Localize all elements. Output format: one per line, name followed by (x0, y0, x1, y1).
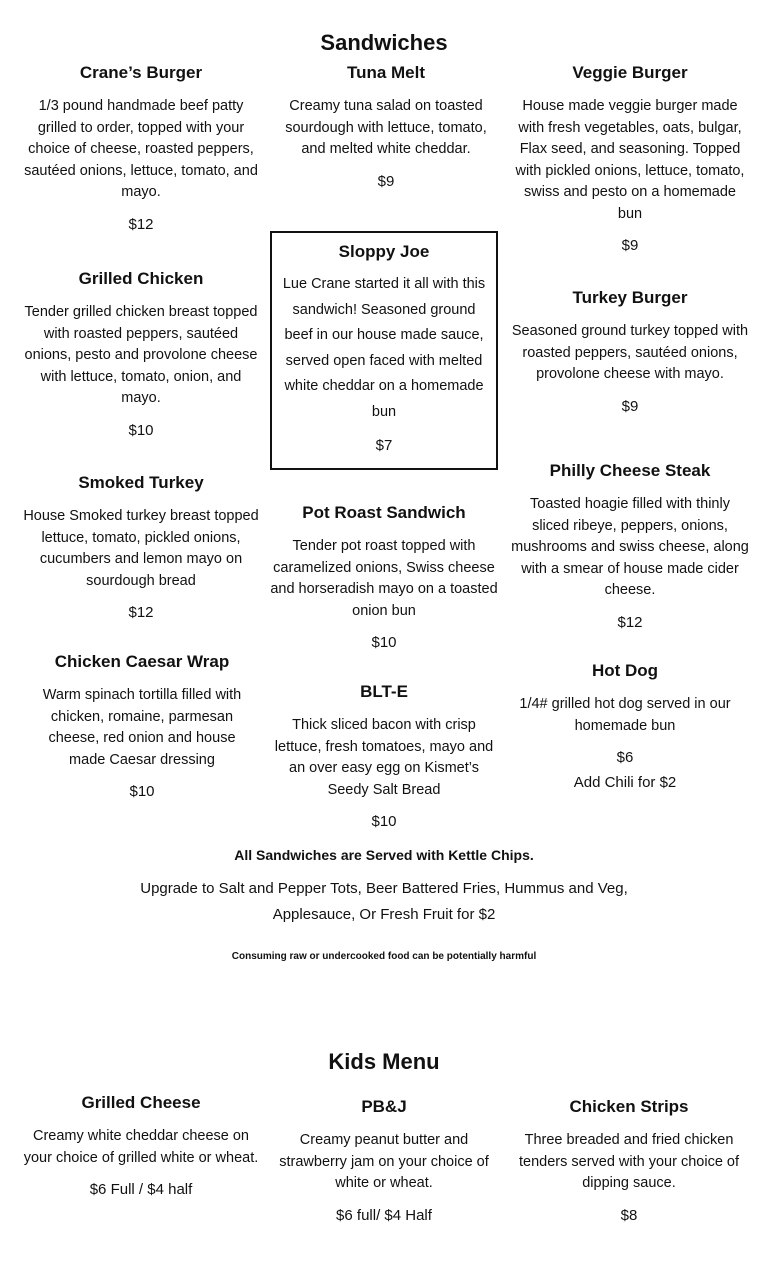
upgrade-note-line-1: Upgrade to Salt and Pepper Tots, Beer Battered Fries, Hummus and Veg, (140, 880, 628, 897)
item-name: Smoked Turkey (78, 473, 204, 492)
item-price: $9 (621, 397, 639, 415)
item-price: $10 (128, 421, 154, 439)
item-price: $7 (375, 437, 393, 454)
item-name: Philly Cheese Steak (549, 461, 711, 480)
menu-item-chicken-strips (518, 1097, 740, 1224)
item-name: Pot Roast Sandwich (302, 503, 466, 522)
item-description: Creamy white cheddar cheese on your choice of grilled white or wheat. (23, 1128, 259, 1166)
item-price: $10 (129, 783, 155, 800)
item-description: Thick sliced bacon with crisp lettuce, fresh tomatoes, mayo and an over easy egg on Kismet’s Seedy Salt Bread (274, 717, 494, 798)
item-price: $6 full/ $4 Half (336, 1206, 432, 1224)
item-name: Chicken Strips (569, 1097, 689, 1116)
item-name: Sloppy Joe (338, 242, 430, 261)
menu-item-tuna-melt (273, 63, 499, 190)
item-description: Tender pot roast topped with caramelized onions, Swiss cheese and horseradish mayo on a toasted onion bun (270, 538, 498, 619)
item-description: Seasoned ground turkey topped with roasted peppers, sautéed onions, provolone cheese with mayo. (511, 323, 749, 382)
item-description: 1/4# grilled hot dog served in our homemade bun (519, 696, 731, 734)
item-price: $12 (617, 613, 643, 631)
menu-item-sloppy-joe-featured-box (270, 231, 498, 470)
menu-item-grilled-chicken (22, 269, 260, 439)
item-price: $6 Full / $4 half (89, 1181, 193, 1198)
item-price: $9 (377, 172, 395, 190)
item-price: $9 (621, 237, 639, 254)
item-description: House made veggie burger made with fresh vegetables, oats, bulgar, Flax seed, and seasoning. Topped with pickled onions, lettuce, tomato, swiss and pesto on a homemade bun (515, 98, 745, 222)
item-name: Tuna Melt (346, 63, 426, 82)
item-price: $8 (620, 1206, 638, 1224)
item-description: 1/3 pound handmade beef patty grilled to order, topped with your choice of cheese, roasted peppers, sautéed onions, lettuce, tomato, and mayo. (24, 98, 258, 200)
item-name: Turkey Burger (572, 288, 688, 307)
item-description: Toasted hoagie filled with thinly sliced ribeye, peppers, onions, mushrooms and swiss cheese, along with a smear of house made cider cheese. (511, 496, 749, 598)
item-description: Warm spinach tortilla filled with chicken, romaine, parmesan cheese, red onion and house made Caesar dressing (42, 687, 242, 768)
item-price: $10 (371, 813, 397, 830)
sandwiches-heading: Sandwiches (320, 30, 448, 55)
item-name: Hot Dog (591, 661, 659, 680)
item-name: Crane’s Burger (79, 63, 203, 82)
item-description: House Smoked turkey breast topped lettuce, tomato, pickled onions, cucumbers and lemon mayo on sourdough bread (23, 508, 259, 589)
item-price: $10 (371, 634, 397, 651)
item-name: Grilled Cheese (81, 1093, 201, 1112)
kids-menu-heading: Kids Menu (328, 1049, 440, 1074)
item-description: Lue Crane started it all with this sandwich! Seasoned ground beef in our house made sauce, served open faced with melted white cheddar on a homemade bun (282, 276, 486, 420)
item-description: Creamy peanut butter and strawberry jam on your choice of white or wheat. (279, 1132, 489, 1191)
item-name: Grilled Chicken (78, 269, 204, 288)
upgrade-note-line-2: Applesauce, Or Fresh Fruit for $2 (272, 906, 496, 923)
item-name: PB&J (361, 1097, 407, 1116)
item-addon: Add Chili for $2 (573, 774, 677, 791)
raw-food-warning: Consuming raw or undercooked food can be potentially harmful (231, 951, 537, 962)
item-name: BLT-E (360, 682, 408, 701)
menu-item-grilled-cheese (22, 1093, 260, 1198)
item-description: Creamy tuna salad on toasted sourdough with lettuce, tomato, and melted white cheddar. (285, 98, 487, 157)
menu-item-smoked-turkey (22, 473, 260, 621)
item-price: $12 (128, 604, 154, 621)
chips-note: All Sandwiches are Served with Kettle Chips. (234, 847, 534, 863)
menu-item-blt-e (270, 682, 498, 830)
item-description: Tender grilled chicken breast topped with roasted peppers, sautéed onions, pesto and provolone cheese with lettuce, tomato, onion, and mayo. (24, 304, 258, 406)
item-price: $6 (616, 749, 634, 766)
menu-item-veggie-burger (510, 63, 750, 254)
item-name: Veggie Burger (572, 63, 688, 82)
menu-item-pbj (270, 1097, 498, 1224)
item-price: $12 (128, 215, 154, 233)
item-description: Three breaded and fried chicken tenders served with your choice of dipping sauce. (518, 1132, 740, 1191)
menu-item-turkey-burger (510, 288, 750, 415)
item-name: Chicken Caesar Wrap (54, 652, 230, 671)
menu-item-pot-roast-sandwich (270, 503, 498, 651)
menu-item-philly-cheese-steak (510, 461, 750, 631)
menu-item-cranes-burger (22, 63, 260, 233)
menu-item-hot-dog (510, 661, 740, 791)
menu-item-chicken-caesar-wrap (32, 652, 252, 800)
